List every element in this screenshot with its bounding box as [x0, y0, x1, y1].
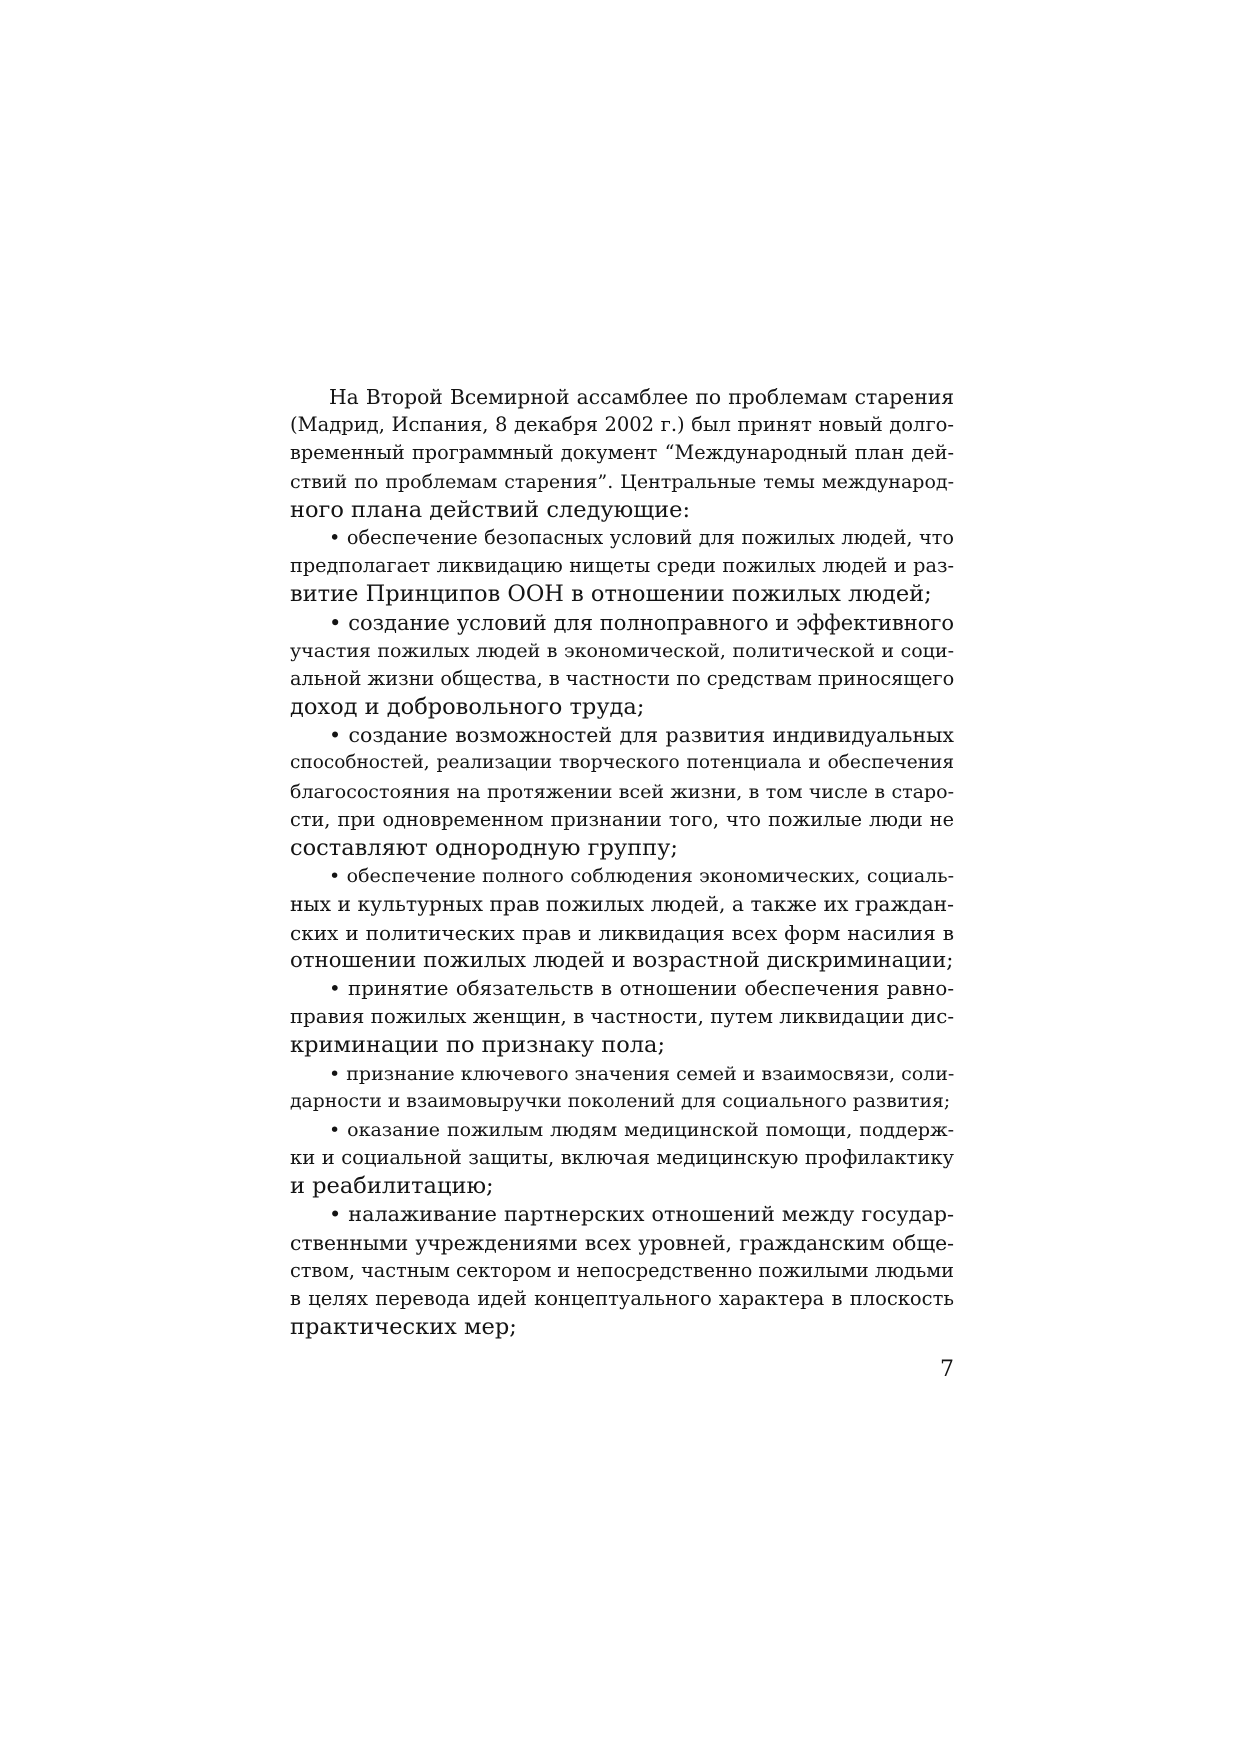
text-line: • признание ключевого значения семей и взаимосвязи, соли-	[329, 1062, 955, 1085]
text-line: • обеспечение безопасных условий для пожилых людей, что	[329, 525, 954, 549]
text-line: • принятие обязательств в отношении обеспечения равно-	[329, 976, 954, 1000]
bullet-item	[290, 1060, 954, 1116]
text-line: (Мадрид, Испания, 8 декабря 2002 г.) был принят новый долго-	[290, 413, 954, 437]
text-line: отношении пожилых людей и возрастной дискриминации;	[290, 947, 954, 973]
text-line: ных и культурных прав пожилых людей, а также их граждан-	[290, 892, 954, 917]
text-line: ки и социальной защиты, включая медицинскую профилактику	[290, 1146, 954, 1170]
text-line: альной жизни общества, в частности по средствам приносящего	[290, 666, 955, 690]
text-line: • оказание пожилым людям медицинской помощи, поддерж-	[329, 1118, 954, 1141]
intro-paragraph	[290, 383, 954, 524]
page-number: 7	[940, 1357, 954, 1382]
text-line: • создание условий для полноправного и эффективного	[329, 610, 954, 635]
text-line: участия пожилых людей в экономической, политической и соци-	[290, 639, 954, 662]
text-line: дарности и взаимовыручки поколений для социального развития;	[290, 1090, 951, 1112]
text-line: практических мер;	[290, 1314, 517, 1341]
text-line: ственными учреждениями всех уровней, гражданским обще-	[290, 1230, 954, 1255]
text-line: • налаживание партнерских отношений между государ-	[329, 1202, 954, 1227]
text-line: На Второй Всемирной ассамблее по проблемам старения	[329, 385, 954, 409]
text-line: • обеспечение полного соблюдения экономических, социаль-	[329, 865, 954, 888]
text-line: и реабилитацию;	[290, 1173, 494, 1200]
text-line: ного плана действий следующие:	[290, 496, 691, 523]
bullet-item	[290, 609, 954, 722]
text-line: составляют однородную группу;	[290, 835, 678, 861]
text-line: • создание возможностей для развития индивидуальных	[329, 723, 954, 748]
text-line: ствий по проблемам старения”. Центральные темы международ-	[290, 470, 954, 493]
text-line: витие Принципов ООН в отношении пожилых людей;	[290, 581, 932, 608]
body-text	[290, 383, 954, 1341]
text-line: предполагает ликвидацию нищеты среди пожилых людей и раз-	[290, 554, 954, 578]
text-line: сти, при одновременном признании того, что пожилые люди не	[290, 807, 954, 831]
bullet-item	[290, 862, 954, 975]
text-line: временный программный документ “Международный план дей-	[290, 441, 954, 465]
text-line: благосостояния на протяжении всей жизни, в том числе в старо-	[290, 780, 954, 803]
bullet-item	[290, 1116, 954, 1201]
text-line: ских и политических прав и ликвидация всех форм насилия в	[290, 920, 954, 945]
text-line: доход и добровольного труда;	[290, 694, 645, 721]
text-line: ством, частным сектором и непосредственно пожилыми людьми	[290, 1258, 954, 1282]
text-line: криминации по признаку пола;	[290, 1032, 666, 1059]
text-line: правия пожилых женщин, в частности, путем ликвидации дис-	[290, 1005, 954, 1029]
bullet-item	[290, 721, 954, 862]
text-line: способностей, реализации творческого потенциала и обеспечения	[290, 752, 954, 774]
bullet-item	[290, 975, 954, 1060]
text-line: в целях перевода идей концептуального характера в плоскость	[290, 1287, 954, 1310]
bullet-item	[290, 524, 954, 609]
bullet-item	[290, 1200, 954, 1341]
